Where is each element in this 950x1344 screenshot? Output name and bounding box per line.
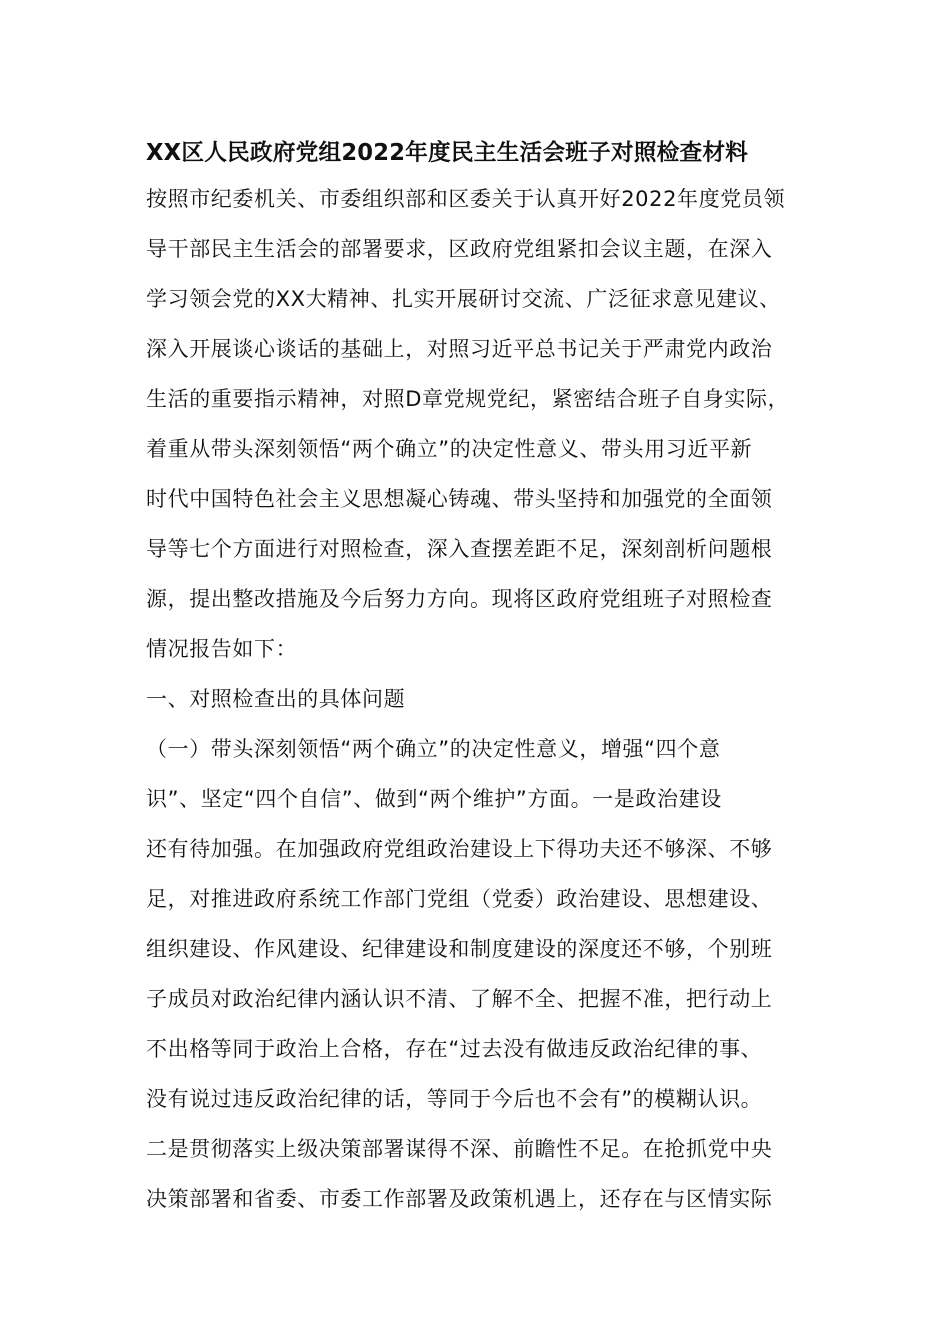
- paragraph-line: 着重从带头深刻领悟“两个确立”的决定性意义、带头用习近平新: [146, 437, 753, 461]
- paragraph-line: 导等七个方面进行对照检查，深入查摆差距不足，深刻剖析问题根: [146, 537, 773, 561]
- paragraph-line: 深入开展谈心谈话的基础上，对照习近平总书记关于严肃党内政治: [146, 337, 773, 361]
- paragraph-line: 导干部民主生活会的部署要求，区政府党组紧扣会议主题，在深入: [146, 237, 773, 261]
- paragraph-line: 不出格等同于政治上合格，存在“过去没有做违反政治纪律的事、: [146, 1037, 763, 1061]
- paragraph-line: 组织建设、作风建设、纪律建设和制度建设的深度还不够，个别班: [146, 937, 773, 961]
- paragraph-line: 决策部署和省委、市委工作部署及政策机遇上，还存在与区情实际: [146, 1187, 773, 1211]
- paragraph-line: 学习领会党的XX大精神、扎实开展研讨交流、广泛征求意见建议、: [146, 287, 781, 311]
- document-title: XX区人民政府党组2022年度民主生活会班子对照检查材料: [146, 140, 749, 166]
- paragraph-line: 没有说过违反政治纪律的话，等同于今后也不会有”的模糊认识。: [146, 1087, 763, 1111]
- paragraph-line: 生活的重要指示精神，对照D章党规党纪，紧密结合班子自身实际，: [146, 387, 790, 411]
- paragraph-line: 源，提出整改措施及今后努力方向。现将区政府党组班子对照检查: [146, 587, 773, 611]
- paragraph-line: （一）带头深刻领悟“两个确立”的决定性意义，增强“四个意: [146, 737, 721, 761]
- paragraph-line: 时代中国特色社会主义思想凝心铸魂、带头坚持和加强党的全面领: [146, 487, 773, 511]
- paragraph-line: 按照市纪委机关、市委组织部和区委关于认真开好2022年度党员领: [146, 187, 786, 211]
- paragraph-line: 情况报告如下：: [146, 637, 298, 661]
- paragraph-line: 二是贯彻落实上级决策部署谋得不深、前瞻性不足。在抢抓党中央: [146, 1137, 773, 1161]
- paragraph-line: 子成员对政治纪律内涵认识不清、了解不全、把握不准，把行动上: [146, 987, 773, 1011]
- paragraph-line: 识”、坚定“四个自信”、做到“两个维护”方面。一是政治建设: [146, 787, 722, 811]
- section-heading: 一、对照检查出的具体问题: [146, 687, 406, 711]
- paragraph-line: 足，对推进政府系统工作部门党组（党委）政治建设、思想建设、: [146, 887, 773, 911]
- paragraph-line: 还有待加强。在加强政府党组政治建设上下得功夫还不够深、不够: [146, 837, 773, 861]
